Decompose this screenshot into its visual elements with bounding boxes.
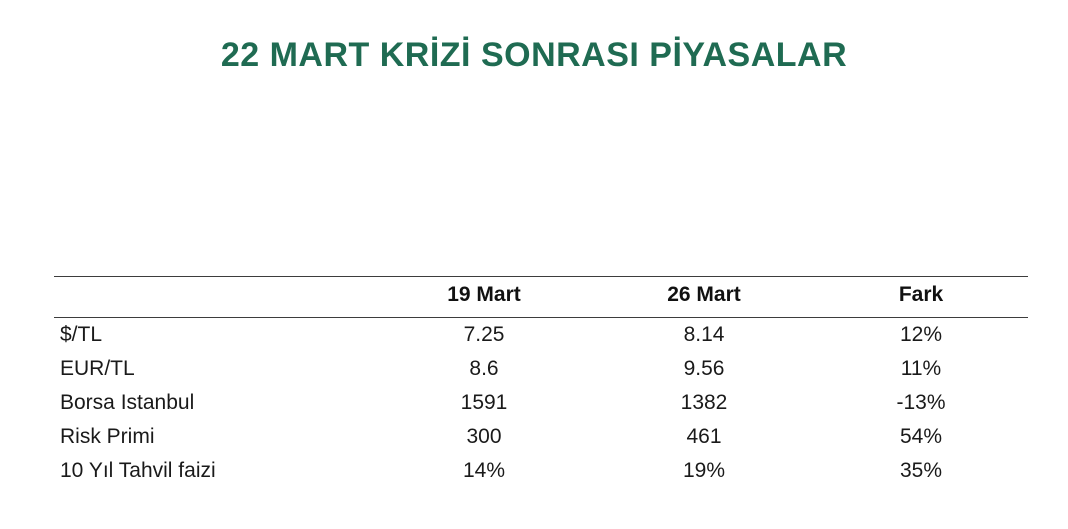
- column-header-26-mart: 26 Mart: [594, 277, 814, 318]
- cell-19-mart: 300: [466, 425, 502, 448]
- table-body: [54, 318, 1028, 489]
- column-header-label: [54, 277, 374, 318]
- cell-26-mart: 9.56: [683, 357, 725, 380]
- table-header-row: [54, 277, 1028, 318]
- cell-19-mart: 7.25: [463, 323, 505, 346]
- cell-26-mart: 8.14: [683, 323, 725, 346]
- row-label: 10 Yıl Tahvil faizi: [60, 459, 216, 482]
- row-label: Risk Primi: [60, 425, 155, 448]
- table-row: [54, 352, 1028, 386]
- table-row: [54, 420, 1028, 454]
- table-row: [54, 386, 1028, 420]
- cell-fark: 11%: [900, 357, 942, 380]
- cell-26-mart: 461: [686, 425, 722, 448]
- cell-fark: 54%: [899, 425, 943, 448]
- cell-26-mart: 19%: [682, 459, 726, 482]
- cell-19-mart: 14%: [462, 459, 506, 482]
- table-row: [54, 454, 1028, 488]
- market-table: [54, 276, 1028, 488]
- column-header-19-mart: 19 Mart: [374, 277, 594, 318]
- table-row: [54, 318, 1028, 353]
- cell-26-mart: 1382: [680, 391, 728, 414]
- table-header: [54, 277, 1028, 318]
- cell-fark: 35%: [899, 459, 943, 482]
- cell-19-mart: 8.6: [469, 357, 499, 380]
- row-label: EUR/TL: [60, 357, 135, 380]
- market-table-container: [54, 276, 1028, 488]
- cell-fark: 12%: [899, 323, 943, 346]
- column-header-fark: Fark: [814, 277, 1028, 318]
- page-title: 22 MART KRİZİ SONRASI PİYASALAR: [220, 36, 848, 74]
- cell-19-mart: 1591: [460, 391, 508, 414]
- row-label: Borsa Istanbul: [60, 391, 195, 414]
- row-label: $/TL: [60, 323, 103, 346]
- cell-fark: -13%: [896, 391, 946, 414]
